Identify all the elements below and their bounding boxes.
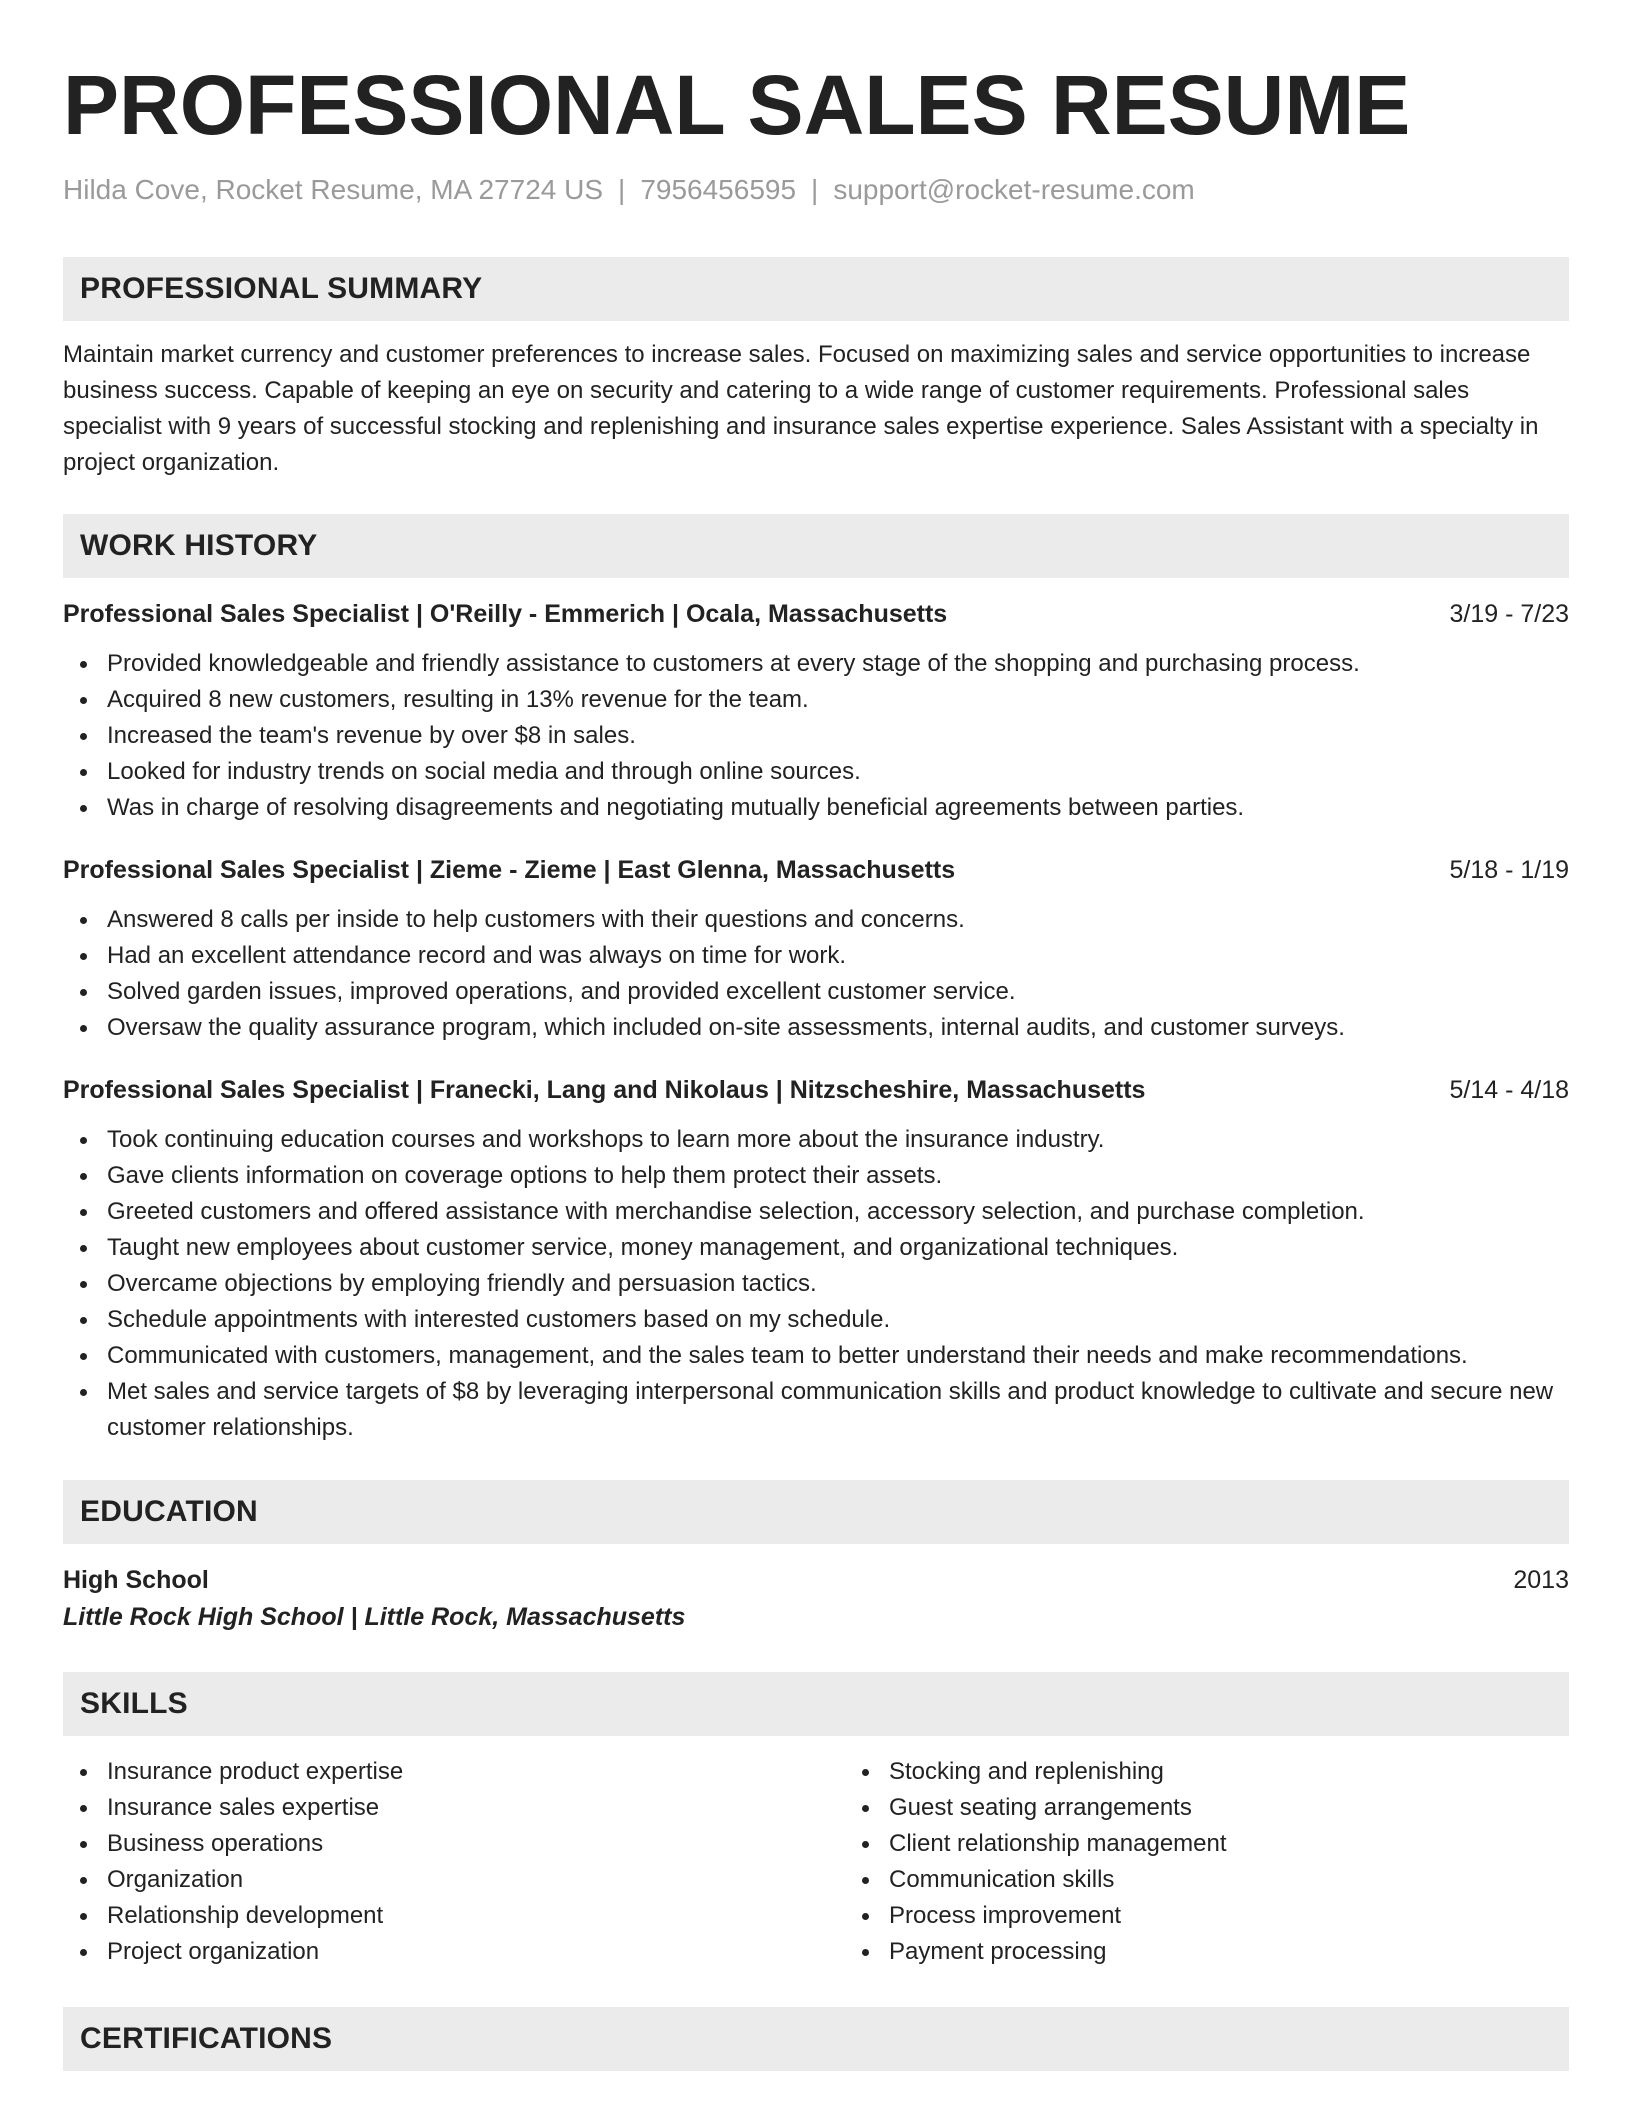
skill-item: Insurance sales expertise (107, 1790, 845, 1826)
job-bullet: Provided knowledgeable and friendly assistance to customers at every stage of the shopping and purchasing process. (107, 646, 1569, 682)
skill-item: Client relationship management (889, 1826, 1569, 1862)
job-bullet: Had an excellent attendance record and was always on time for work. (107, 938, 1569, 974)
skill-item: Project organization (107, 1934, 845, 1970)
job-bullet: Greeted customers and offered assistance with merchandise selection, accessory selection, and purchase completion. (107, 1194, 1569, 1230)
education-school: Little Rock High School | Little Rock, Massachusetts (63, 1602, 686, 1631)
skills-list-right (845, 1754, 1569, 1970)
skill-item: Business operations (107, 1826, 845, 1862)
contact-separator: | (811, 174, 819, 205)
job-bullet: Was in charge of resolving disagreements and negotiating mutually beneficial agreements between parties. (107, 790, 1569, 826)
contact-address: Hilda Cove, Rocket Resume, MA 27724 US (63, 174, 604, 205)
education-header (63, 1562, 1569, 1598)
job-bullet: Answered 8 calls per inside to help customers with their questions and concerns. (107, 902, 1569, 938)
section-heading-work-history: WORK HISTORY (63, 514, 1569, 578)
section-heading-skills: SKILLS (63, 1672, 1569, 1736)
job-bullet: Took continuing education courses and workshops to learn more about the insurance industry. (107, 1122, 1569, 1158)
skills-columns (63, 1754, 1569, 1970)
job-bullet: Gave clients information on coverage options to help them protect their assets. (107, 1158, 1569, 1194)
job-entry (63, 852, 1569, 1046)
job-entry (63, 1072, 1569, 1446)
job-bullet: Taught new employees about customer service, money management, and organizational techniques. (107, 1230, 1569, 1266)
contact-email: support@rocket-resume.com (833, 174, 1195, 205)
job-title: Professional Sales Specialist | Zieme - Zieme | East Glenna, Massachusetts (63, 855, 956, 884)
job-bullet: Looked for industry trends on social media and through online sources. (107, 754, 1569, 790)
section-heading-certifications: CERTIFICATIONS (63, 2007, 1569, 2071)
job-dates: 5/14 - 4/18 (1449, 1075, 1569, 1104)
job-bullets (63, 902, 1569, 1046)
job-bullet: Overcame objections by employing friendly and persuasion tactics. (107, 1266, 1569, 1302)
job-bullet: Met sales and service targets of $8 by leveraging interpersonal communication skills and product knowledge to cultivate and secure new customer relationships. (107, 1374, 1569, 1446)
skills-list-left (63, 1754, 845, 1970)
skill-item: Guest seating arrangements (889, 1790, 1569, 1826)
job-header (63, 1072, 1569, 1108)
education-degree: High School (63, 1565, 209, 1594)
job-bullet: Communicated with customers, management, and the sales team to better understand their needs and make recommendations. (107, 1338, 1569, 1374)
job-bullet: Acquired 8 new customers, resulting in 13% revenue for the team. (107, 682, 1569, 718)
contact-line (63, 173, 1569, 207)
education-entry (63, 1562, 1569, 1636)
job-bullet: Solved garden issues, improved operations, and provided excellent customer service. (107, 974, 1569, 1010)
job-title: Professional Sales Specialist | O'Reilly - Emmerich | Ocala, Massachusetts (63, 599, 948, 628)
job-header (63, 852, 1569, 888)
resume-name: PROFESSIONAL SALES RESUME (63, 58, 1411, 152)
job-bullet: Increased the team's revenue by over $8 in sales. (107, 718, 1569, 754)
education-year: 2013 (1513, 1565, 1569, 1594)
job-title: Professional Sales Specialist | Franecki, Lang and Nikolaus | Nitzscheshire, Massachusetts (63, 1075, 1146, 1104)
job-bullet: Schedule appointments with interested customers based on my schedule. (107, 1302, 1569, 1338)
skill-item: Organization (107, 1862, 845, 1898)
job-dates: 5/18 - 1/19 (1449, 855, 1569, 884)
skill-item: Insurance product expertise (107, 1754, 845, 1790)
job-bullet: Oversaw the quality assurance program, which included on-site assessments, internal audits, and customer surveys. (107, 1010, 1569, 1046)
job-entry (63, 596, 1569, 826)
skill-item: Communication skills (889, 1862, 1569, 1898)
section-heading-education: EDUCATION (63, 1480, 1569, 1544)
contact-phone: 7956456595 (640, 174, 797, 205)
summary-text: Maintain market currency and customer preferences to increase sales. Focused on maximizing sales and service opportunities to increase business success. Capable of keeping an eye on security and catering to a wide range of customer requirements. Professional sales specialist with 9 years of successful stocking and replenishing and insurance sales expertise experience. Sales Assistant with a specialty in project organization. (63, 340, 1539, 476)
job-bullets (63, 1122, 1569, 1446)
job-dates: 3/19 - 7/23 (1449, 599, 1569, 628)
skill-item: Stocking and replenishing (889, 1754, 1569, 1790)
skill-item: Payment processing (889, 1934, 1569, 1970)
job-header (63, 596, 1569, 632)
contact-separator: | (618, 174, 626, 205)
skill-item: Process improvement (889, 1898, 1569, 1934)
job-bullets (63, 646, 1569, 826)
skill-item: Relationship development (107, 1898, 845, 1934)
section-heading-summary: PROFESSIONAL SUMMARY (63, 257, 1569, 321)
